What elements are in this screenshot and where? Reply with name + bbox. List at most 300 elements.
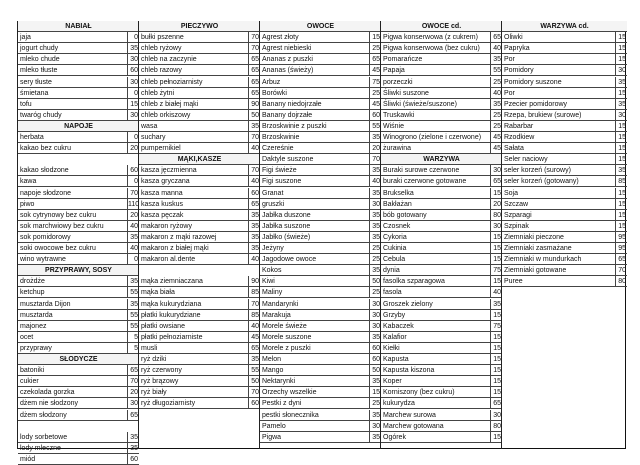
table-row [260, 376, 381, 387]
food-name: płatki pełnoziarniste [141, 333, 203, 341]
index-value: 30 [615, 65, 627, 76]
index-value: 55 [248, 365, 260, 376]
food-name: ryż dziki [141, 356, 167, 363]
section-header-label: PRZYPRAWY, SOSY [45, 267, 112, 275]
table-row [502, 88, 627, 99]
food-name: Jeżyny [262, 245, 284, 252]
food-name: Por [504, 56, 515, 64]
food-name: fasolka szparagowa [383, 278, 445, 286]
table-row [139, 254, 260, 265]
food-name: Ziemniaki zasmażane [504, 245, 572, 252]
index-value: 25 [369, 398, 381, 409]
index-value: 40 [490, 43, 502, 54]
food-name: twaróg chudy [20, 111, 62, 119]
food-name: herbata [20, 134, 44, 141]
index-value: 60 [369, 343, 381, 354]
table-row [260, 154, 381, 165]
index-value: 35 [248, 221, 260, 232]
food-name: Szczaw [504, 200, 529, 208]
index-value: 95 [615, 232, 627, 243]
table-row [381, 210, 502, 221]
table-row [139, 365, 260, 376]
food-name: Maliny [262, 289, 283, 297]
food-name: Jabłka suszone [262, 222, 311, 230]
food-name: Agrest złoty [262, 34, 299, 42]
index-value: 65 [248, 54, 260, 65]
table-row [18, 243, 139, 254]
food-name: mąka ziemniaczana [141, 278, 203, 286]
table-row [260, 432, 381, 443]
food-name: sok pomidorowy [20, 233, 71, 241]
food-name: wasa [141, 122, 158, 130]
index-value: 65 [248, 199, 260, 210]
index-value: 15 [615, 143, 627, 154]
table-row [260, 265, 381, 276]
index-value: 15 [615, 43, 627, 54]
index-value: 15 [615, 199, 627, 210]
table-row [139, 310, 260, 321]
table-row [139, 343, 260, 354]
food-name: Nektarynki [262, 378, 296, 386]
food-name: płatki kukurydziane [141, 311, 201, 319]
food-name: suchary [141, 134, 166, 141]
index-value: 15 [615, 154, 627, 165]
food-name: makaron z mąki razowej [141, 233, 217, 241]
index-value: 65 [490, 32, 502, 43]
index-value: 25 [490, 110, 502, 121]
table-row [260, 143, 381, 154]
food-name: Sałata [504, 145, 524, 153]
index-value: 80 [490, 421, 502, 432]
table-row [381, 332, 502, 343]
table-row [18, 43, 139, 54]
table-row [502, 32, 627, 43]
index-value: 20 [127, 210, 139, 221]
food-name: mleko chude [20, 56, 60, 64]
table-row [18, 132, 139, 143]
index-value: 40 [490, 287, 502, 298]
section-header [18, 354, 139, 365]
table-row [381, 287, 502, 298]
index-value: 85 [248, 287, 260, 298]
table-row [381, 188, 502, 199]
food-name: wino wytrawne [20, 256, 66, 264]
section-header-label: OWOCE [306, 23, 335, 30]
table-row [260, 276, 381, 287]
food-name: batoniki [20, 367, 45, 375]
food-name: kakao bez cukru [20, 145, 71, 153]
index-value: 40 [248, 254, 260, 265]
table-row [18, 143, 139, 154]
index-value: 65 [490, 398, 502, 409]
food-name: Rabarbar [504, 122, 534, 130]
table-row [139, 132, 260, 143]
index-value: 65 [248, 77, 260, 88]
table-row [381, 88, 502, 99]
food-name: kasza manna [141, 189, 183, 197]
food-name: kawa [20, 178, 37, 186]
food-name: Pomarańcze [383, 56, 423, 64]
section-header [502, 21, 627, 32]
index-value: 45 [248, 332, 260, 343]
table-row [502, 77, 627, 88]
food-name: Figi świeże [262, 167, 297, 175]
table-row [139, 121, 260, 132]
food-name: bób gotowany [383, 211, 427, 219]
table-row [381, 421, 502, 432]
table-row [381, 176, 502, 187]
index-value: 35 [369, 265, 381, 276]
table-row [502, 254, 627, 265]
food-name: Granat [262, 189, 284, 197]
food-name: Buraki surowe czerwone [383, 167, 460, 175]
index-value: 15 [615, 121, 627, 132]
section-header [381, 21, 502, 32]
food-name: miód [20, 455, 36, 463]
table-row [18, 232, 139, 243]
table-row [260, 232, 381, 243]
food-name: pumpernikiel [141, 145, 181, 153]
table-row [381, 32, 502, 43]
section-header-label: WARZYWA [423, 156, 460, 164]
food-name: jogurt chudy [20, 45, 59, 53]
food-name: ketchup [20, 289, 45, 297]
food-name: dynia [383, 267, 400, 275]
table-row [260, 88, 381, 99]
table-row [260, 165, 381, 176]
food-name: Kiełki [383, 344, 400, 352]
index-value: 40 [127, 221, 139, 232]
index-value: 60 [248, 188, 260, 199]
table-row [381, 43, 502, 54]
table-row [260, 110, 381, 121]
food-name: makaron al.dente [141, 256, 196, 264]
table-row [18, 310, 139, 321]
food-name: Śliwki suszone [383, 89, 429, 97]
table-row [381, 99, 502, 110]
table-row [18, 88, 139, 99]
index-value: 50 [248, 376, 260, 387]
index-value: 35 [615, 99, 627, 110]
table-row [260, 199, 381, 210]
food-name: gruszki [262, 200, 285, 208]
food-name: musli [141, 344, 158, 352]
index-value: 75 [490, 321, 502, 332]
table-row [139, 65, 260, 76]
index-value: 15 [127, 99, 139, 110]
index-value: 60 [248, 398, 260, 409]
food-name: Kokos [262, 267, 282, 275]
index-value: 70 [248, 299, 260, 310]
food-name: Brukselka [383, 189, 414, 197]
index-value: 35 [369, 432, 381, 443]
table-row [381, 376, 502, 387]
table-row [260, 65, 381, 76]
index-value: 15 [490, 354, 502, 365]
food-name: Kabaczek [383, 322, 414, 330]
index-value: 35 [615, 77, 627, 88]
index-value: 5 [127, 332, 139, 343]
food-name: płatki owsiane [141, 322, 185, 330]
table-row [381, 65, 502, 76]
food-name: Ananas z puszki [262, 56, 313, 64]
food-name: Ananas (świeży) [262, 67, 314, 75]
index-value: 15 [369, 32, 381, 43]
table-row [139, 165, 260, 176]
food-name: Pigwa konserwowa (z cukrem) [383, 34, 478, 42]
index-value: 30 [490, 410, 502, 421]
table-row [381, 410, 502, 421]
index-value: 30 [369, 321, 381, 332]
table-row [502, 176, 627, 187]
table-row [139, 77, 260, 88]
table-row [381, 54, 502, 65]
index-value: 60 [127, 454, 139, 465]
table-row [139, 32, 260, 43]
table-row [502, 143, 627, 154]
index-value: 15 [615, 54, 627, 65]
food-name: Wiśnie [383, 122, 405, 130]
food-name: sok cytrynowy bez cukru [20, 211, 97, 219]
index-value: 15 [490, 254, 502, 265]
food-name: Marakuja [262, 311, 291, 319]
food-name: Kiwi [262, 278, 275, 286]
table-row [139, 110, 260, 121]
table-row [139, 232, 260, 243]
index-value: 40 [369, 176, 381, 187]
index-value: 70 [127, 376, 139, 387]
table-row [18, 32, 139, 43]
food-name: chleb pełnoziarnisty [141, 78, 203, 86]
index-value: 15 [490, 332, 502, 343]
index-value: 70 [248, 43, 260, 54]
index-value: 35 [369, 410, 381, 421]
table-row [381, 365, 502, 376]
table-row [18, 454, 139, 465]
table-column [501, 21, 626, 449]
food-name: Kapusta [383, 356, 409, 363]
table-row [18, 210, 139, 221]
food-name: majonez [20, 322, 47, 330]
food-name: Arbuz [262, 78, 281, 86]
table-row [260, 176, 381, 187]
table-row [18, 54, 139, 65]
index-value: 65 [369, 54, 381, 65]
index-value: 20 [127, 387, 139, 398]
food-name: musztarda Dijon [20, 300, 71, 308]
food-name: Soja [504, 189, 519, 197]
section-header-label: WARZYWA cd. [540, 23, 589, 30]
index-value: 110 [127, 199, 139, 210]
food-name: Pigwa [262, 433, 282, 441]
section-header [18, 21, 139, 32]
index-value: 30 [127, 54, 139, 65]
table-row [381, 143, 502, 154]
index-value: 5 [127, 343, 139, 354]
table-row [260, 354, 381, 365]
index-value: 75 [490, 265, 502, 276]
food-name: soki owocowe bez cukru [20, 245, 96, 252]
table-row [139, 376, 260, 387]
food-name: Cykoria [383, 233, 407, 241]
index-value: 65 [127, 410, 139, 421]
table-row [260, 343, 381, 354]
index-value: 20 [127, 143, 139, 154]
food-name: Papryka [504, 45, 530, 53]
table-row [18, 365, 139, 376]
table-row [260, 99, 381, 110]
food-name: Czereśnie [262, 145, 294, 153]
table-row [18, 287, 139, 298]
index-value: 35 [369, 132, 381, 143]
table-row [381, 221, 502, 232]
food-name: Kalafior [383, 333, 407, 341]
food-name: chleb z białej mąki [141, 100, 199, 108]
blank-row [18, 154, 139, 165]
food-name: mleko tłuste [20, 67, 58, 75]
index-value: 15 [490, 376, 502, 387]
index-value: 35 [615, 165, 627, 176]
index-value: 55 [369, 121, 381, 132]
food-name: Czosnek [383, 222, 411, 230]
index-value: 15 [490, 243, 502, 254]
table-row [139, 99, 260, 110]
food-name: chleb orkiszowy [141, 111, 191, 119]
table-row [139, 54, 260, 65]
food-name: dżem nie słodzony [20, 400, 78, 408]
food-name: Pomidory suszone [504, 78, 562, 86]
food-name: Marchew surowa [383, 411, 436, 419]
index-value: 35 [369, 332, 381, 343]
food-name: Pestki z dyni [262, 400, 302, 408]
food-name: mąka biała [141, 289, 175, 297]
table-row [502, 243, 627, 254]
table-row [260, 421, 381, 432]
table-row [381, 276, 502, 287]
food-name: Pigwa konserwowa (bez cukru) [383, 45, 480, 53]
index-value: 50 [369, 365, 381, 376]
table-row [260, 188, 381, 199]
index-value: 0 [127, 132, 139, 143]
table-row [18, 176, 139, 187]
index-value: 0 [127, 32, 139, 43]
table-row [502, 65, 627, 76]
food-name: Figi suszone [262, 178, 302, 186]
index-value: 15 [490, 276, 502, 287]
section-header-label: NAPOJE [64, 122, 93, 130]
index-value: 65 [615, 254, 627, 265]
table-column [380, 21, 501, 449]
food-name: cukier [20, 378, 39, 386]
index-value: 30 [490, 165, 502, 176]
table-row [381, 165, 502, 176]
food-name: kasza kuskus [141, 200, 184, 208]
table-row [502, 165, 627, 176]
food-name: pestki słonecznika [262, 411, 319, 419]
index-value: 70 [248, 165, 260, 176]
table-row [260, 332, 381, 343]
index-value: 55 [127, 321, 139, 332]
table-row [381, 121, 502, 132]
index-value: 40 [127, 243, 139, 254]
food-name: kasza pęczak [141, 211, 184, 219]
table-row [260, 287, 381, 298]
index-value: 35 [248, 354, 260, 365]
index-value: 35 [369, 165, 381, 176]
food-name: Rzodkiew [504, 134, 535, 141]
food-name: czekolada gorzka [20, 389, 75, 397]
table-row [502, 132, 627, 143]
table-row [18, 410, 139, 421]
food-name: Papaja [383, 67, 405, 75]
index-value: 55 [127, 287, 139, 298]
index-value: 35 [127, 299, 139, 310]
index-value: 0 [127, 254, 139, 265]
table-row [18, 299, 139, 310]
table-row [139, 354, 260, 365]
table-column [17, 21, 139, 463]
index-value: 25 [369, 88, 381, 99]
index-value: 15 [490, 432, 502, 443]
table-row [381, 343, 502, 354]
table-row [260, 32, 381, 43]
index-value: 15 [490, 365, 502, 376]
diet-table-sheet [17, 21, 626, 463]
food-name: Brzoskwinie z puszki [262, 122, 327, 130]
table-row [139, 199, 260, 210]
table-row [18, 343, 139, 354]
section-header [260, 21, 381, 32]
index-value: 30 [369, 299, 381, 310]
table-row [502, 99, 627, 110]
table-row [502, 221, 627, 232]
table-row [502, 154, 627, 165]
food-name: chleb razowy [141, 67, 182, 75]
table-row [18, 77, 139, 88]
table-row [502, 210, 627, 221]
index-value: 15 [615, 132, 627, 143]
food-name: Por [504, 89, 515, 97]
index-value: 15 [490, 232, 502, 243]
index-value: 35 [490, 54, 502, 65]
blank-row [139, 265, 260, 276]
table-row [139, 387, 260, 398]
index-value: 65 [490, 176, 502, 187]
index-value: 45 [369, 99, 381, 110]
table-row [381, 354, 502, 365]
table-row [260, 132, 381, 143]
table-row [18, 199, 139, 210]
food-name: makaron z białej mąki [141, 245, 209, 252]
table-row [139, 188, 260, 199]
index-value: 25 [490, 121, 502, 132]
index-value: 15 [615, 188, 627, 199]
index-value: 35 [490, 299, 502, 310]
table-row [18, 188, 139, 199]
table-row [502, 265, 627, 276]
index-value: 45 [369, 65, 381, 76]
food-name: sok marchwiowy bez cukru [20, 222, 104, 230]
table-row [139, 276, 260, 287]
index-value: 20 [369, 143, 381, 154]
food-name: buraki czerwone gotowane [383, 178, 467, 186]
index-value: 45 [490, 143, 502, 154]
food-name: Pzecier pomidorowy [504, 100, 568, 108]
food-name: Jagodowe owoce [262, 256, 317, 264]
table-row [381, 398, 502, 409]
index-value: 35 [127, 443, 139, 454]
index-value: 0 [127, 88, 139, 99]
